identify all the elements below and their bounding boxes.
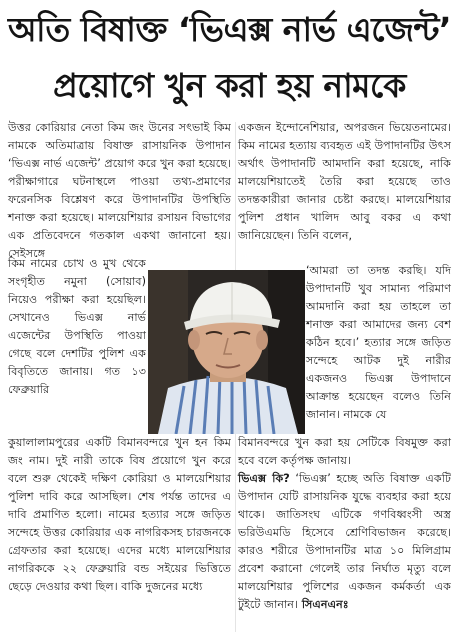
right-column-bottom — [238, 434, 451, 614]
right-column-top — [238, 119, 451, 245]
subheading-vx: ভিএক্স কি? — [238, 472, 290, 485]
portrait-image — [148, 270, 305, 434]
article-photo — [148, 270, 305, 434]
left-column-top-text: উত্তর কোরিয়ার নেতা কিম জং উনের সৎভাই কিম নামকে অতিমাত্রায় বিষাক্ত রাসায়নিক উপাদান ‘ভিএক্স নার্ভ এজেন্ট’ প্রয়োগ করে খুন করা হয়েছে। পরীক্ষাগারে ঘটনাস্থলে পাওয়া তথ্য-প্রমাণের ফরেনসিক বিশ্লেষণ করে উপাদানটির উপস্থিতি শনাক্ত করা হয়েছে। মালয়েশিয়ার রসায়ন বিভাগের এক প্রতিবেদনে গতকাল একথা জানানো হয়। সেইসঙ্গে — [8, 121, 231, 260]
headline-line-2: প্রয়োগে খুন করা হয় নামকে — [53, 66, 406, 105]
right-column-bottom-paragraph-a: বিমানবন্দরে খুন করা হয় সেটিকে বিষমুক্ত করা হবে বলে কর্তৃপক্ষ জানায়। — [238, 436, 451, 467]
left-column-top — [8, 119, 231, 263]
right-column-bottom-paragraph-b — [238, 470, 451, 614]
left-column-bottom — [8, 434, 231, 596]
right-column-indented-text: ‘আমরা তা তদন্ত করছি। যদি উপাদানটি খুব সামান্য পরিমাণ আমদানি করা হয় তাহলে তা শনাক্ত করা আমাদের জন্য বেশ কঠিন হবে।’ হত্যার সঙ্গে জড়িত সন্দেহে আটক দুই নারীর একজনও ভিএক্স উপাদানে আক্রান্ত হয়েছেন বলেও তিনি জানান। নামকে যে — [306, 264, 451, 421]
left-column-narrow — [8, 255, 146, 399]
source-credit: সিএনএনঃ — [297, 598, 349, 611]
right-column-indented — [306, 262, 451, 424]
right-column-top-text: একজন ইন্দোনেশিয়ার, অপরজন ভিয়েতনামের। কিম নামের হত্যায় ব্যবহৃত এই উপাদানটির উৎস অর্থাৎ উপাদানটি আমদানি করা হয়েছে, নাকি মালয়েশিয়াতেই তৈরি করা হয়েছে তাও তদন্তকারীরা জানার চেষ্টা করছে। মালয়েশিয়ার পুলিশ প্রধান খালিদ আবু বকর এ কথা জানিয়েছেন। তিনি বলেন, — [238, 121, 451, 242]
vx-explanation: ‘ভিএক্স’ হচ্ছে অতি বিষাক্ত একটি উপাদান যেটি রাসায়নিক যুদ্ধে ব্যবহার করা হয়ে থাকে। জাতিসংঘ এটিকে গণবিধ্বংসী অস্ত্র ভরিউএমডি হিসেবে শ্রেণিবিভাজন করেছে। কারও শরীরে উপাদানটির মাত্র ১০ মিলিগ্রাম প্রবেশ করানো গেলেই তার নির্ঘাত মৃত্যু বলে মালয়েশিয়ার পুলিশের একজন কর্মকর্তা এক টুইটে জানান। — [238, 472, 451, 611]
headline-line-1: অতি বিষাক্ত ‘ভিএক্স নার্ভ এজেন্ট’ — [7, 10, 452, 49]
left-column-bottom-text: কুয়ালালামপুরের একটি বিমানবন্দরে খুন হন কিম জং নাম। দুই নারী তাকে বিষ প্রয়োগে খুন করে বলে শুরু থেকেই দক্ষিণ কোরিয়া ও মালয়েশিয়ার পুলিশ দাবি করে আসছিল। শেষ পর্যন্ত তাদের এ দাবি প্রমাণিত হলো। নামের হত্যার সঙ্গে জড়িত সন্দেহে উত্তর কোরিয়ার এক নাগরিকসহ চারজনকে গ্রেফতার করা হয়েছে। এদের মধ্যে মালয়েশিয়ার নাগরিককে ২২ ফেব্রুয়ারি বন্ড সইয়ের ভিত্তিতে ছেড়ে দেওয়ার কথা ছিল। বাকি দুজনের মধ্যে — [8, 436, 231, 593]
left-column-narrow-text: কিম নামের চোখ ও মুখ থেকে সংগৃহীত নমুনা (সোয়াব) নিয়েও পরীক্ষা করা হয়েছিল। সেখানেও ভিএক্স নার্ভ এজেন্টের উপস্থিতি পাওয়া গেছে বলে দেশটির পুলিশ এক বিবৃতিতে জানায়। গত ১৩ ফেব্রুয়ারি — [8, 257, 146, 396]
